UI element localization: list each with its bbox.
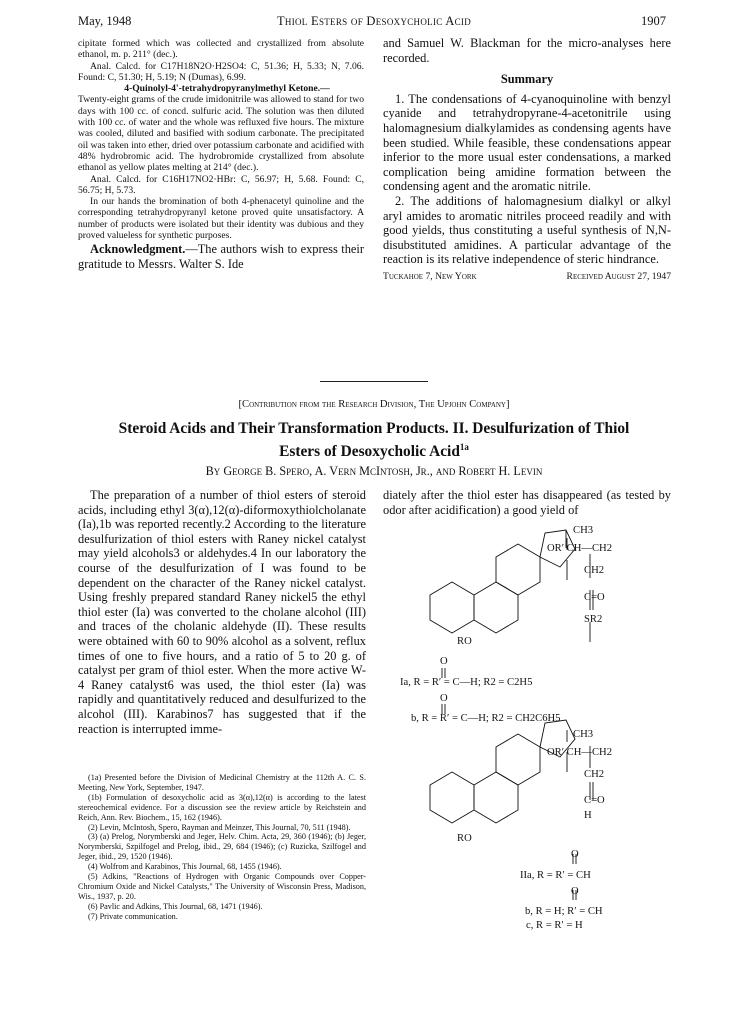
label-o: O [571, 849, 579, 860]
label-o: O [440, 693, 448, 704]
footnote: (7) Private communication. [88, 911, 178, 921]
label-o: O [440, 656, 448, 667]
label-ro: RO [457, 636, 472, 647]
steroid-structures [383, 518, 683, 1016]
label-orp-ch-ch2: OR′ CH—CH2 [547, 747, 613, 758]
caption-IIa: IIa, R = R′ = CH [520, 870, 591, 881]
label-c-o: C=O [584, 592, 605, 603]
paragraph: In our hands the bromination of both 4-phenacetyl quinoline and the corresponding tetrahydropyranyl ketone proved quite unsatisfactory. A number of products were isolated but their identity was dubious and they proved valueless for synthetic purposes. [78, 196, 364, 242]
caption-b2: b, R = H; R′ = CH [525, 906, 603, 917]
analysis-1: Anal. Calcd. for C17H18N2O·H2SO4: C, 51.36; H, 5.33; N, 7.06. Found: C, 51.30; H, 5.19; N (Dumas), 6.99. [78, 60, 364, 83]
received-date: Received August 27, 1947 [566, 270, 671, 282]
footnote: (5) Adkins, "Reactions of Hydrogen with Organic Compounds over Copper-Chromium Oxide and Nickel Catalysts," The University of Wisconsin Press, Madison, Wis., 1937, p. 20. [78, 872, 366, 901]
label-ch2: CH2 [584, 769, 605, 780]
footnote: (6) Pavlic and Adkins, This Journal, 68, 1471 (1946). [88, 901, 263, 911]
label-c-o: C=O [584, 795, 605, 806]
header-running-title: Thiol Esters of Desoxycholic Acid [276, 14, 472, 28]
divider [320, 381, 428, 382]
caption-Ia: Ia, R = R′ = C—H; R2 = C2H5 [400, 677, 533, 688]
caption-b1: b, R = R′ = C—H; R2 = CH2C6H5 [411, 713, 561, 724]
summary-item-1: 1. The condensations of 4-cyanoquinoline with benzyl cyanide and tetrahydropyrane-4-acetonitrile using halomagnesium dialkylamides as condensing agents have been studied. While feasible, these condensations appear inferior to the more usual ester condensations, a marked complication being amidine formation between the condensing agent and the aromatic nitrile. [383, 91, 671, 194]
label-ch3: CH3 [573, 525, 594, 536]
label-o: O [571, 886, 579, 897]
top-left-column [78, 38, 364, 272]
footnotes [78, 773, 366, 922]
paragraph: cipitate formed which was collected and crystallized from absolute ethanol, m. p. 211° (dec.). [78, 38, 364, 61]
label-sr: SR2 [584, 614, 603, 625]
header-date: May, 1948 [78, 14, 132, 28]
paragraph: and Samuel W. Blackman for the micro-analyses here recorded. [383, 36, 671, 65]
label-orp-ch-ch2: OR′ CH—CH2 [547, 543, 613, 554]
received-line [383, 270, 671, 285]
footnote: (4) Wolfrom and Karabinos, This Journal, 68, 1455 (1946). [88, 862, 282, 872]
footnote: (1b) Formulation of desoxycholic acid as 3(α),12(α) is according to the latest stereochemical evidence. For a discussion see the review article by Reichstein and Reich, Ann. Rev. Biochem., 15, 162 (1946). [78, 792, 366, 822]
body-right-column: diately after the thiol ester has disappeared (as tested by odor after acidification) a good yield of [383, 488, 671, 517]
summary-heading: Summary [500, 72, 554, 87]
label-ch2: CH2 [584, 565, 605, 576]
top-right-column [383, 36, 671, 285]
footnote: (3) (a) Prelog, Norymberski and Jeger, Helv. Chim. Acta, 29, 360 (1946); (b) Jeger, Norymberski, Szpilfogel and Prelog, ibid., 29, 684 (1946); (c) Ruzicka, Szilfogel and Jeger, ibid., 29, 1520 (1946). [78, 832, 366, 862]
paragraph: Twenty-eight grams of the crude imidonitrile was allowed to stand for two days with 100 cc. of concd. sulfuric acid. The solution was then diluted with 100 cc. of water and the whole was refluxed five hours. The mixture was cooled, diluted and basified with sodium carbonate. The precipitated oil was taken into ether, dried over potassium carbonate and acidified with 48% hydrobromic acid. The hydrobromide crystallized from absolute ethanol as yellow plates melting at 214° (dec.). [78, 94, 364, 174]
contribution-line: [Contribution from the Research Division, The Upjohn Company] [238, 399, 510, 410]
location: Tuckahoe 7, New York [383, 270, 477, 282]
article-title: Steroid Acids and Their Transformation Products. II. Desulfurization of Thiol Esters of Desoxycholic Acid$^{1a}$ [118, 420, 630, 461]
acknowledgment: Acknowledgment.—The authors wish to express their gratitude to Messrs. Walter S. Ide [78, 242, 364, 271]
byline: By George B. Spero, A. Vern McIntosh, Jr., and Robert H. Levin [205, 464, 543, 478]
label-h: H [584, 810, 592, 821]
analysis-2: Anal. Calcd. for C16H17NO2·HBr: C, 56.97; H, 5.68. Found: C, 56.75; H, 5.73. [78, 173, 364, 196]
summary-item-2: 2. The additions of halomagnesium dialkyl or alkyl aryl amides to aromatic nitriles proceed readily and with good yields, thus constituting a useful synthesis of N,N-disubstituted amidines. A particular advantage of the reaction is its relative independence of steric hindrance. [383, 193, 671, 267]
footnote: (1a) Presented before the Division of Medicinal Chemistry at the 112th A. C. S. Meeting, New York, September, 1947. [78, 773, 366, 792]
label-ro: RO [457, 833, 472, 844]
header-page-number: 1907 [641, 14, 666, 28]
section-heading: 4-Quinolyl-4'-tetrahydropyranylmethyl Ketone.— [124, 83, 330, 95]
caption-c: c, R = R′ = H [526, 920, 583, 931]
footnote: (2) Levin, McIntosh, Spero, Rayman and Meinzer, This Journal, 70, 511 (1948). [88, 822, 351, 832]
steroid-skeleton-2 [430, 720, 575, 823]
body-left-column: The preparation of a number of thiol esters of steroid acids, including ethyl 3(α),12(α)-diformoxythiolcholanate (Ia),1b was reported recently.2 According to the literature desulfurization of thiol esters with Raney nickel catalyst may yield alcohols3 or aldehydes.4 In our laboratory the course of the desulfurization of I was found to be dependent on the character of the Raney nickel catalyst. Using freshly prepared standard Raney nickel5 the ethyl thiol ester (Ia) was converted to the cholane alcohol (III) and traces of the cholanic aldehyde (II). These results were obtained with 60 to 90% alcohol as a solvent, reflux times of one to five hours, and a ratio of 5 to 20 g. of catalyst per gram of thiol ester. When the more active W-4 Raney catalyst6 was used, the thiol ester (Ia) was rapidly and quantitatively reduced and desulfurized to the alcohol (III). Karabinos7 has suggested that if the reaction is interrupted imme- [78, 488, 366, 736]
label-ch3: CH3 [573, 729, 594, 740]
